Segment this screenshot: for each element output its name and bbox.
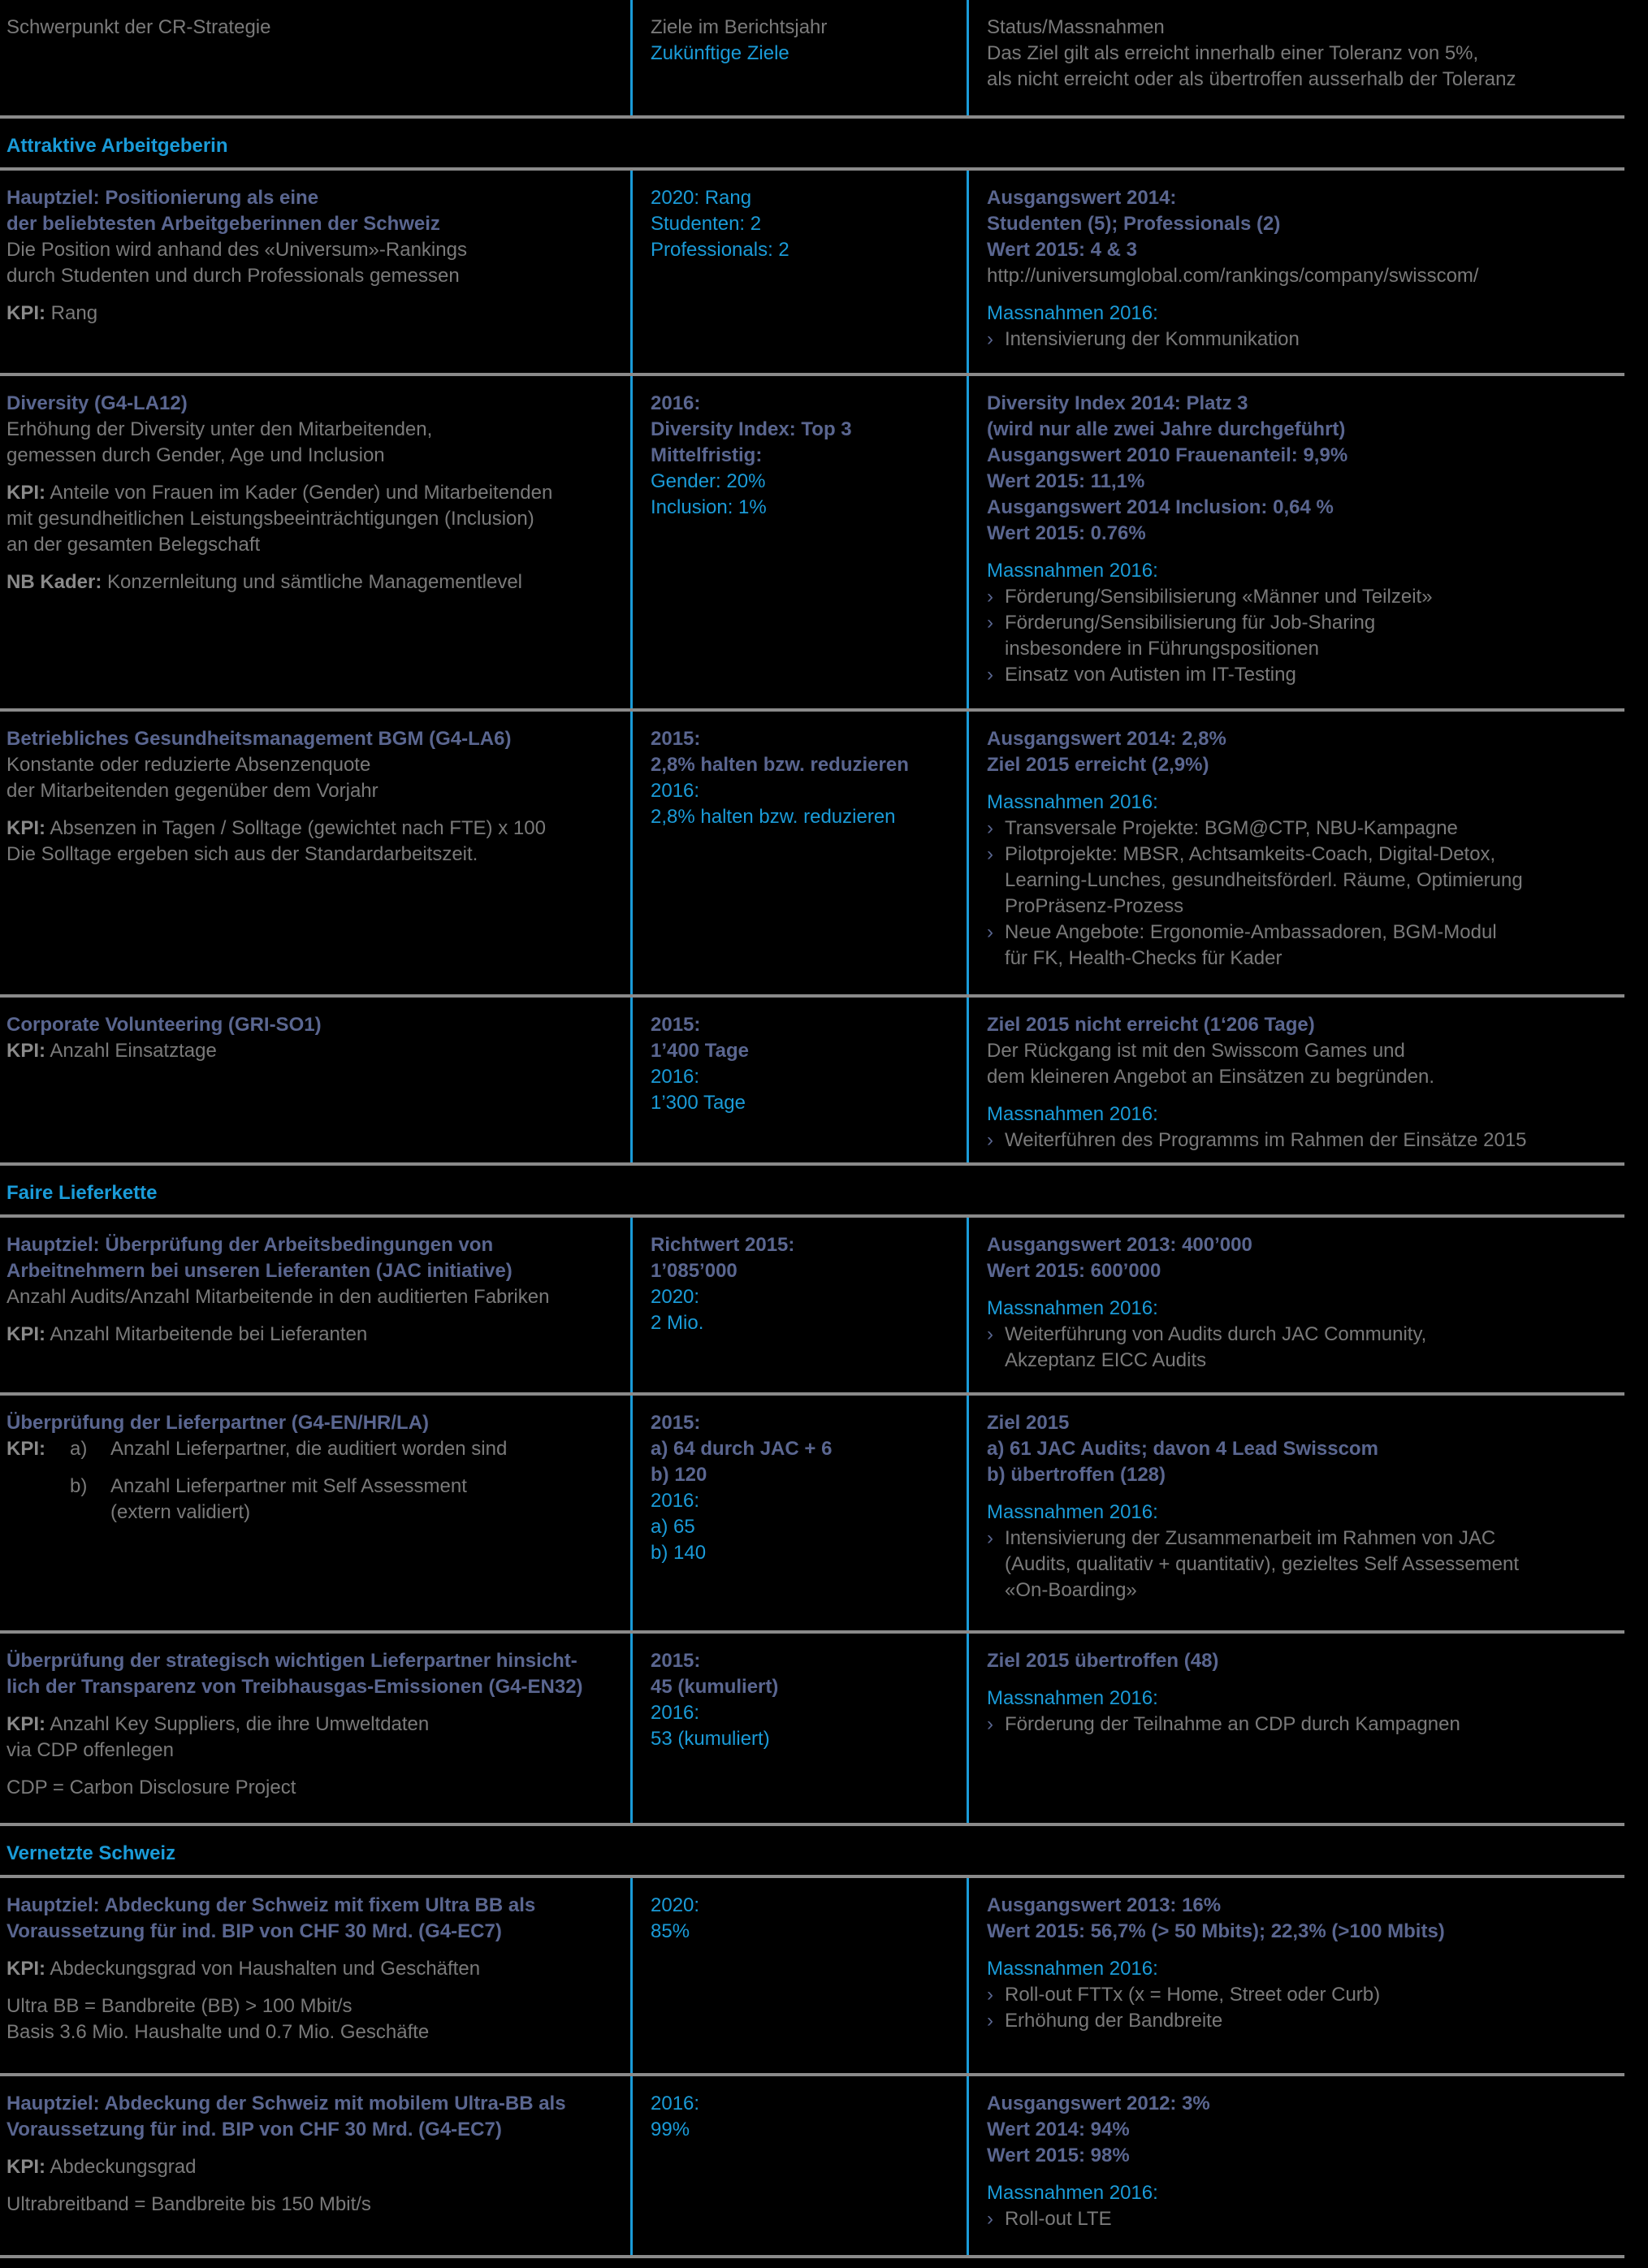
heading-line: Ausgangswert 2010 Frauenanteil: 9,9% xyxy=(987,444,1348,466)
heading-line: Wert 2015: 0.76% xyxy=(987,522,1146,544)
cell-col3 xyxy=(967,171,1624,373)
cell-col3 xyxy=(967,712,1624,994)
heading-line: Wert 2015: 98% xyxy=(987,2145,1130,2166)
paragraph xyxy=(987,1296,1624,1374)
cell-col1 xyxy=(6,712,624,994)
kpi-label: NB Kader: xyxy=(6,571,102,593)
cell-col1 xyxy=(6,376,624,708)
cell-col3 xyxy=(967,2076,1624,2255)
heading-line: Ausgangswert 2012: 3% xyxy=(987,2093,1210,2114)
future-target-line: Massnahmen 2016: xyxy=(987,560,1158,582)
kpi-label: KPI: xyxy=(6,1040,45,1062)
heading-line: Wert 2015: 600’000 xyxy=(987,1260,1161,1282)
table-row xyxy=(0,712,1624,998)
future-target-line: 2016: xyxy=(651,1066,700,1088)
bullet-item xyxy=(987,1526,1624,1604)
future-target-line: Massnahmen 2016: xyxy=(987,2182,1158,2204)
chevron-right-icon: › xyxy=(987,664,993,686)
heading-line: Ausgangswert 2013: 400’000 xyxy=(987,1234,1252,1256)
cell-col1 xyxy=(6,1396,624,1630)
cell-col3 xyxy=(967,998,1624,1162)
bullet-item xyxy=(987,920,1624,972)
header-row xyxy=(0,0,1624,119)
paragraph xyxy=(987,1410,1624,1488)
heading-line: Voraussetzung für ind. BIP von CHF 30 Mrd. (G4-EC7) xyxy=(6,1920,502,1942)
cell-col1 xyxy=(6,0,624,115)
paragraph xyxy=(651,1893,967,1945)
text-line: durch Studenten und durch Professionals gemessen xyxy=(6,265,460,287)
paragraph xyxy=(6,1232,624,1310)
table-row xyxy=(0,998,1624,1166)
heading-line: Ziel 2015 xyxy=(987,1412,1070,1434)
heading-line: Wert 2015: 4 & 3 xyxy=(987,239,1137,261)
table-row xyxy=(0,171,1624,376)
line: (extern validiert) xyxy=(110,1501,251,1523)
heading-line: Corporate Volunteering (GRI-SO1) xyxy=(6,1014,322,1036)
text-line: der Mitarbeitenden gegenüber dem Vorjahr xyxy=(6,780,378,802)
table-row xyxy=(0,1396,1624,1634)
paragraph xyxy=(651,391,967,521)
bullet-text: Erhöhung der Bandbreite xyxy=(1005,2010,1223,2032)
kpi-item-letter: b) xyxy=(70,1475,88,1497)
heading-line: 2015: xyxy=(651,1650,701,1672)
heading-line: a) 64 durch JAC + 6 xyxy=(651,1438,833,1460)
heading-line: Richtwert 2015: xyxy=(651,1234,795,1256)
bullet-text: Transversale Projekte: BGM@CTP, NBU-Kampagne xyxy=(1005,817,1458,839)
heading-line: Diversity Index 2014: Platz 3 xyxy=(987,392,1248,414)
future-target-line: Professionals: 2 xyxy=(651,239,789,261)
text-line: Ultrabreitband = Bandbreite bis 150 Mbit/s xyxy=(6,2193,371,2215)
heading-line: b) übertroffen (128) xyxy=(987,1464,1166,1486)
kpi-label xyxy=(6,1474,70,1526)
heading-line: Betriebliches Gesundheitsmanagement BGM (G4-LA6) xyxy=(6,728,512,750)
chevron-right-icon: › xyxy=(987,843,993,865)
text-line: als nicht erreicht oder als übertroffen ausserhalb der Toleranz xyxy=(987,68,1516,90)
kpi-label: KPI: xyxy=(6,1713,45,1735)
future-target-line: 1’300 Tage xyxy=(651,1092,746,1114)
heading-line: Hauptziel: Positionierung als eine xyxy=(6,187,319,209)
text-line: mit gesundheitlichen Leistungsbeeinträchtigungen (Inclusion) xyxy=(6,508,534,530)
paragraph xyxy=(987,15,1624,93)
heading-line: Wert 2015: 11,1% xyxy=(987,470,1145,492)
kpi-line xyxy=(6,1322,624,1348)
cell-col1 xyxy=(6,1218,624,1392)
text-line: http://universumglobal.com/rankings/company/swisscom/ xyxy=(987,265,1479,287)
cell-col2 xyxy=(630,712,967,994)
text-line: Ziele im Berichtsjahr xyxy=(651,16,828,38)
future-target-line: Massnahmen 2016: xyxy=(987,1958,1158,1980)
paragraph xyxy=(6,1648,624,1700)
heading-line: a) 61 JAC Audits; davon 4 Lead Swisscom xyxy=(987,1438,1378,1460)
paragraph xyxy=(987,185,1624,289)
future-target-line: 99% xyxy=(651,2119,690,2140)
paragraph xyxy=(6,1956,624,1982)
heading-line: 2,8% halten bzw. reduzieren xyxy=(651,754,909,776)
paragraph xyxy=(6,391,624,469)
bullet-text: Weiterführen des Programms im Rahmen der Einsätze 2015 xyxy=(1005,1129,1527,1151)
chevron-right-icon: › xyxy=(987,328,993,350)
cell-col1 xyxy=(6,1634,624,1823)
text-line: CDP = Carbon Disclosure Project xyxy=(6,1777,296,1798)
paragraph xyxy=(6,480,624,558)
kpi-label: KPI: xyxy=(6,1323,45,1345)
kpi-text: Anzahl Mitarbeitende bei Lieferanten xyxy=(45,1323,368,1345)
paragraph xyxy=(6,185,624,289)
future-target-line: 2020: xyxy=(651,1286,700,1308)
heading-line: Hauptziel: Überprüfung der Arbeitsbedingungen von xyxy=(6,1234,494,1256)
chevron-right-icon: › xyxy=(987,2208,993,2230)
cell-col3 xyxy=(967,1878,1624,2073)
paragraph xyxy=(651,2091,967,2143)
paragraph xyxy=(987,1500,1624,1604)
heading-line: Diversity (G4-LA12) xyxy=(6,392,188,414)
text-line: Basis 3.6 Mio. Haushalte und 0.7 Mio. Geschäfte xyxy=(6,2021,430,2043)
bullet-item xyxy=(987,327,1624,353)
cell-col3 xyxy=(967,1634,1624,1823)
line: Anzahl Lieferpartner mit Self Assessment xyxy=(110,1475,467,1497)
paragraph xyxy=(987,1686,1624,1738)
heading-line: Ausgangswert 2014: xyxy=(987,187,1177,209)
text-line: Ultra BB = Bandbreite (BB) > 100 Mbit/s xyxy=(6,1995,353,2017)
future-target-line: Massnahmen 2016: xyxy=(987,1687,1158,1709)
text-line: Konstante oder reduzierte Absenzenquote xyxy=(6,754,371,776)
text-line: Schwerpunkt der CR-Strategie xyxy=(6,16,271,38)
table-row xyxy=(0,1878,1624,2076)
kpi-label: KPI: xyxy=(6,302,45,324)
bullet-item xyxy=(987,610,1624,662)
future-target-line: a) 65 xyxy=(651,1516,695,1538)
paragraph xyxy=(6,1893,624,1945)
line: Anzahl Lieferpartner, die auditiert worden sind xyxy=(110,1438,508,1460)
chevron-right-icon: › xyxy=(987,2010,993,2032)
paragraph xyxy=(987,391,1624,547)
future-target-line: 2016: xyxy=(651,1702,700,1724)
paragraph xyxy=(987,558,1624,688)
paragraph xyxy=(987,2091,1624,2169)
bullet-item xyxy=(987,842,1624,920)
bullet-text-cont: insbesondere in Führungspositionen xyxy=(1005,638,1319,660)
cell-col3 xyxy=(967,1396,1624,1630)
section-title: Vernetzte Schweiz xyxy=(6,1842,176,1864)
bullet-text: Neue Angebote: Ergonomie-Ambassadoren, BGM-Modul xyxy=(1005,921,1497,943)
paragraph xyxy=(987,790,1624,972)
paragraph xyxy=(6,2091,624,2143)
paragraph xyxy=(987,1956,1624,2034)
text-line: dem kleineren Angebot an Einsätzen zu begründen. xyxy=(987,1066,1435,1088)
heading-line: 2015: xyxy=(651,1014,701,1036)
future-target-line: 53 (kumuliert) xyxy=(651,1728,770,1750)
chevron-right-icon: › xyxy=(987,1129,993,1151)
paragraph xyxy=(6,2192,624,2218)
future-target-line: 2,8% halten bzw. reduzieren xyxy=(651,806,896,828)
section-cell xyxy=(6,1166,624,1214)
kpi-line xyxy=(6,301,624,327)
kpi-text: Anzahl Einsatztage xyxy=(45,1040,217,1062)
section-row xyxy=(0,119,1624,171)
bullet-text: Einsatz von Autisten im IT-Testing xyxy=(1005,664,1296,686)
heading-line: Arbeitnehmern bei unseren Lieferanten (JAC initiative) xyxy=(6,1260,513,1282)
heading-line: 1’400 Tage xyxy=(651,1040,749,1062)
heading-line: Wert 2015: 56,7% (> 50 Mbits); 22,3% (>100 Mbits) xyxy=(987,1920,1445,1942)
section-row xyxy=(0,1166,1624,1218)
cell-col3 xyxy=(967,0,1624,115)
kpi-list-item xyxy=(6,1474,624,1526)
bullet-item xyxy=(987,1982,1624,2008)
cell-col2 xyxy=(630,171,967,373)
kpi-text: Abdeckungsgrad xyxy=(45,2156,197,2178)
paragraph xyxy=(6,816,624,868)
paragraph xyxy=(6,2154,624,2180)
kpi-line xyxy=(6,1956,624,1982)
paragraph xyxy=(6,1012,624,1064)
future-target-line: 2020: xyxy=(651,1894,700,1916)
paragraph xyxy=(651,185,967,263)
cell-col2 xyxy=(630,376,967,708)
heading-line: Ziel 2015 erreicht (2,9%) xyxy=(987,754,1209,776)
kpi-text: Abdeckungsgrad von Haushalten und Geschäften xyxy=(45,1958,481,1980)
future-target-line: Massnahmen 2016: xyxy=(987,791,1158,813)
heading-line: Ziel 2015 übertroffen (48) xyxy=(987,1650,1219,1672)
cell-col2 xyxy=(630,998,967,1162)
future-target-line: Massnahmen 2016: xyxy=(987,1501,1158,1523)
text-line: Der Rückgang ist mit den Swisscom Games und xyxy=(987,1040,1405,1062)
future-target-line: Massnahmen 2016: xyxy=(987,1103,1158,1125)
future-target-line: 2 Mio. xyxy=(651,1312,704,1334)
kpi-text: Anzahl Key Suppliers, die ihre Umweltdaten xyxy=(45,1713,430,1735)
bullet-text: Intensivierung der Zusammenarbeit im Rahmen von JAC xyxy=(1005,1527,1496,1549)
text-line: via CDP offenlegen xyxy=(6,1739,174,1761)
text-line: gemessen durch Gender, Age und Inclusion xyxy=(6,444,385,466)
heading-line: Diversity Index: Top 3 xyxy=(651,418,852,440)
bullet-text: Roll-out FTTx (x = Home, Street oder Curb) xyxy=(1005,1984,1381,2006)
table-row xyxy=(0,376,1624,712)
section-row xyxy=(0,1826,1624,1878)
paragraph xyxy=(987,726,1624,778)
future-target-line: 85% xyxy=(651,1920,690,1942)
bullet-text-cont: Akzeptanz EICC Audits xyxy=(1005,1349,1207,1371)
future-target-line: Massnahmen 2016: xyxy=(987,1297,1158,1319)
paragraph xyxy=(987,1893,1624,1945)
kpi-text: Rang xyxy=(45,302,98,324)
heading-line: 2015: xyxy=(651,728,701,750)
section-cell xyxy=(6,119,624,167)
table-row xyxy=(0,1634,1624,1826)
section-title: Attraktive Arbeitgeberin xyxy=(6,135,228,157)
text-line: Die Position wird anhand des «Universum»-Rankings xyxy=(6,239,467,261)
kpi-line xyxy=(6,2154,624,2180)
text-line: Anzahl Audits/Anzahl Mitarbeitende in den auditierten Fabriken xyxy=(6,1286,550,1308)
bullet-item xyxy=(987,2008,1624,2034)
heading-line: 2016: xyxy=(651,392,701,414)
paragraph xyxy=(987,1648,1624,1674)
bullet-text: Pilotprojekte: MBSR, Achtsamkeits-Coach, Digital-Detox, xyxy=(1005,843,1496,865)
text-line: Erhöhung der Diversity unter den Mitarbeitenden, xyxy=(6,418,433,440)
paragraph xyxy=(651,1648,967,1752)
cell-col3 xyxy=(967,376,1624,708)
future-target-line: 2016: xyxy=(651,780,700,802)
chevron-right-icon: › xyxy=(987,921,993,943)
cell-col3 xyxy=(967,1218,1624,1392)
paragraph xyxy=(987,301,1624,353)
cell-col1 xyxy=(6,1878,624,2073)
bullet-text: Förderung/Sensibilisierung «Männer und Teilzeit» xyxy=(1005,586,1433,608)
text-line: an der gesamten Belegschaft xyxy=(6,534,261,556)
paragraph xyxy=(987,1012,1624,1090)
chevron-right-icon: › xyxy=(987,817,993,839)
paragraph xyxy=(987,1102,1624,1153)
bullet-text: Intensivierung der Kommunikation xyxy=(1005,328,1300,350)
future-target-line: b) 140 xyxy=(651,1542,707,1564)
paragraph xyxy=(6,1775,624,1801)
heading-line: (wird nur alle zwei Jahre durchgeführt) xyxy=(987,418,1346,440)
heading-line: Hauptziel: Abdeckung der Schweiz mit fixem Ultra BB als xyxy=(6,1894,536,1916)
kpi-text: Konzernleitung und sämtliche Managementlevel xyxy=(102,571,522,593)
chevron-right-icon: › xyxy=(987,612,993,634)
bullet-text: Weiterführung von Audits durch JAC Community, xyxy=(1005,1323,1427,1345)
paragraph xyxy=(651,726,967,830)
heading-line: b) 120 xyxy=(651,1464,707,1486)
heading-line: der beliebtesten Arbeitgeberinnen der Schweiz xyxy=(6,213,440,235)
chevron-right-icon: › xyxy=(987,1323,993,1345)
future-target-line: Gender: 20% xyxy=(651,470,766,492)
kpi-label: KPI: xyxy=(6,482,45,504)
table-row xyxy=(0,1218,1624,1396)
paragraph xyxy=(6,1712,624,1764)
bullet-item xyxy=(987,816,1624,842)
future-target-line: 2020: Rang xyxy=(651,187,752,209)
cell-col2 xyxy=(630,1878,967,2073)
heading-line: Hauptziel: Abdeckung der Schweiz mit mobilem Ultra-BB als xyxy=(6,2093,566,2114)
heading-line: Wert 2014: 94% xyxy=(987,2119,1130,2140)
cell-col2 xyxy=(630,1396,967,1630)
cell-col1 xyxy=(6,2076,624,2255)
kpi-item-text xyxy=(110,1474,467,1526)
kpi-item-letter: a) xyxy=(70,1438,88,1460)
paragraph xyxy=(987,2180,1624,2232)
table-row xyxy=(0,2076,1624,2258)
paragraph xyxy=(987,1232,1624,1284)
paragraph xyxy=(6,301,624,327)
future-target-line: 2016: xyxy=(651,2093,700,2114)
future-target-line: Inclusion: 1% xyxy=(651,496,767,518)
paragraph xyxy=(6,569,624,595)
cell-col1 xyxy=(6,171,624,373)
bullet-text: Roll-out LTE xyxy=(1005,2208,1112,2230)
paragraph xyxy=(6,1410,624,1462)
kpi-line xyxy=(6,480,624,506)
paragraph xyxy=(6,1993,624,2045)
cell-col2 xyxy=(630,1634,967,1823)
bullet-item xyxy=(987,584,1624,610)
cell-col1 xyxy=(6,998,624,1162)
kpi-label: KPI: xyxy=(6,1958,45,1980)
chevron-right-icon: › xyxy=(987,1984,993,2006)
kpi-line xyxy=(6,1712,624,1738)
cell-col2 xyxy=(630,2076,967,2255)
chevron-right-icon: › xyxy=(987,1527,993,1549)
bullet-item xyxy=(987,1712,1624,1738)
heading-line: Ausgangswert 2014: 2,8% xyxy=(987,728,1226,750)
kpi-line xyxy=(6,569,624,595)
bullet-text: Förderung/Sensibilisierung für Job-Sharing xyxy=(1005,612,1376,634)
kpi-text: Absenzen in Tagen / Solltage (gewichtet nach FTE) x 100 xyxy=(45,817,546,839)
kpi-list-item xyxy=(6,1436,624,1462)
paragraph xyxy=(6,15,624,41)
text-line: Status/Massnahmen xyxy=(987,16,1165,38)
bullet-text: Förderung der Teilnahme an CDP durch Kampagnen xyxy=(1005,1713,1460,1735)
future-target-line: Massnahmen 2016: xyxy=(987,302,1158,324)
bullet-item xyxy=(987,1128,1624,1153)
bullet-text-cont: ProPräsenz-Prozess xyxy=(1005,895,1184,917)
kpi-line xyxy=(6,1038,624,1064)
future-target-line: 2016: xyxy=(651,1490,700,1512)
kpi-item-text xyxy=(110,1436,507,1462)
kpi-label: KPI: xyxy=(6,817,45,839)
heading-line: 2015: xyxy=(651,1412,701,1434)
bullet-item xyxy=(987,2206,1624,2232)
kpi-label: KPI: xyxy=(6,2156,45,2178)
kpi-text: Anteile von Frauen im Kader (Gender) und Mitarbeitenden xyxy=(45,482,553,504)
section-title: Faire Lieferkette xyxy=(6,1182,158,1204)
paragraph xyxy=(651,1232,967,1336)
heading-line: Ausgangswert 2013: 16% xyxy=(987,1894,1222,1916)
kpi-line xyxy=(6,816,624,842)
heading-line: Mittelfristig: xyxy=(651,444,763,466)
paragraph xyxy=(6,726,624,804)
text-line: Die Solltage ergeben sich aus der Standardarbeitszeit. xyxy=(6,843,478,865)
section-cell xyxy=(6,1826,624,1875)
heading-line: lich der Transparenz von Treibhausgas-Emissionen (G4-EN32) xyxy=(6,1676,583,1698)
bullet-item xyxy=(987,662,1624,688)
bullet-text-cont: für FK, Health-Checks für Kader xyxy=(1005,947,1282,969)
paragraph xyxy=(6,1322,624,1348)
heading-line: 45 (kumuliert) xyxy=(651,1676,779,1698)
heading-line: Überprüfung der Lieferpartner (G4-EN/HR/LA) xyxy=(6,1412,430,1434)
paragraph xyxy=(651,1410,967,1566)
heading-line: Ausgangswert 2014 Inclusion: 0,64 % xyxy=(987,496,1334,518)
heading-line: Voraussetzung für ind. BIP von CHF 30 Mrd. (G4-EC7) xyxy=(6,2119,502,2140)
future-target-line: Studenten: 2 xyxy=(651,213,762,235)
paragraph xyxy=(651,1012,967,1116)
heading-line: Ziel 2015 nicht erreicht (1‘206 Tage) xyxy=(987,1014,1315,1036)
heading-line: 1’085’000 xyxy=(651,1260,737,1282)
chevron-right-icon: › xyxy=(987,1713,993,1735)
bullet-text-cont: «On-Boarding» xyxy=(1005,1579,1137,1601)
future-target-line: Zukünftige Ziele xyxy=(651,42,789,64)
bullet-item xyxy=(987,1322,1624,1374)
heading-line: Überprüfung der strategisch wichtigen Lieferpartner hinsicht- xyxy=(6,1650,577,1672)
bullet-text-cont: (Audits, qualitativ + quantitativ), gezieltes Self Assessement xyxy=(1005,1553,1519,1575)
text-line: Das Ziel gilt als erreicht innerhalb einer Toleranz von 5%, xyxy=(987,42,1479,64)
paragraph xyxy=(6,1474,624,1526)
paragraph xyxy=(651,15,967,67)
chevron-right-icon: › xyxy=(987,586,993,608)
cell-col2 xyxy=(630,0,967,115)
bullet-text-cont: Learning-Lunches, gesundheitsförderl. Räume, Optimierung xyxy=(1005,869,1523,891)
heading-line: Studenten (5); Professionals (2) xyxy=(987,213,1281,235)
kpi-label: KPI: xyxy=(6,1438,45,1460)
cell-col2 xyxy=(630,1218,967,1392)
